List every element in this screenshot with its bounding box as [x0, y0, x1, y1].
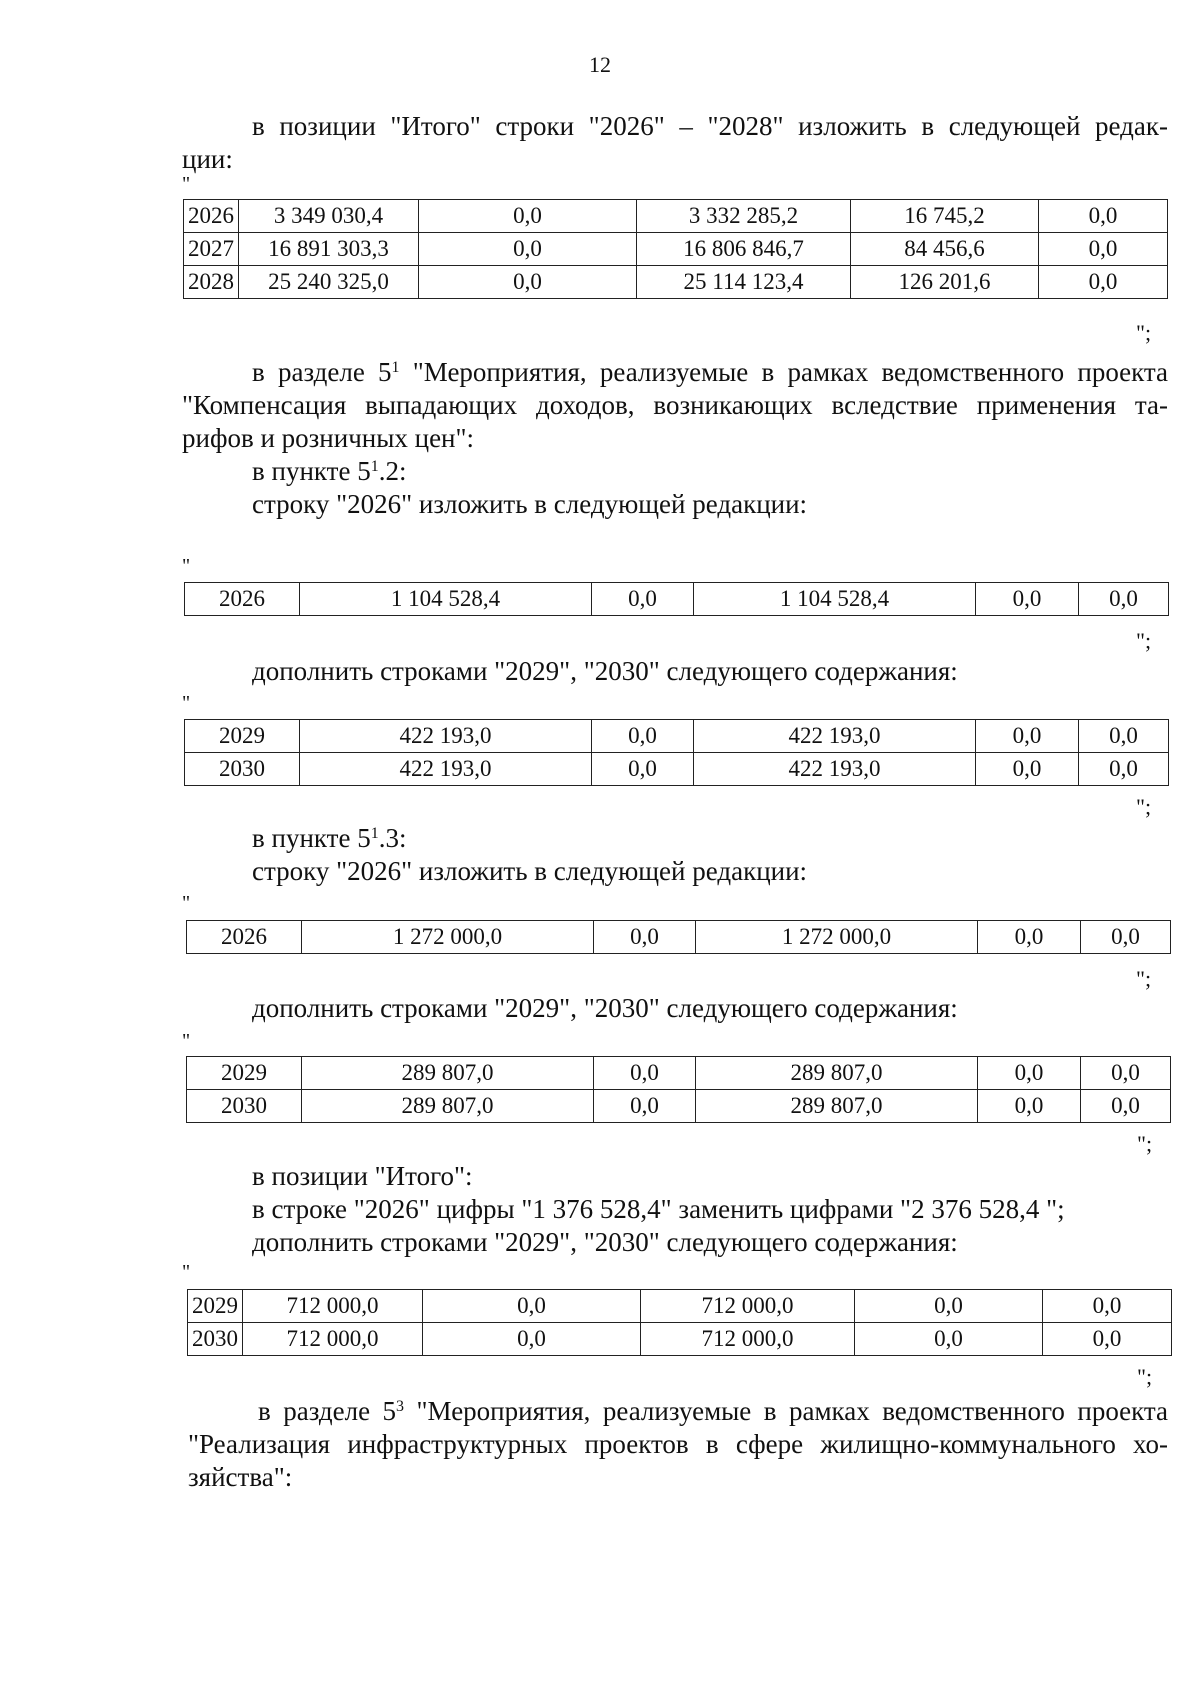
table-cell: 2030	[187, 1090, 302, 1123]
table-cell: 2027	[184, 233, 239, 266]
table-cell: 2026	[185, 583, 300, 616]
table-itogo-2026-2028	[183, 199, 1168, 299]
table-cell: 0,0	[978, 921, 1081, 954]
point-5-1-2-heading: в пункте $5^1.2$:	[252, 456, 407, 486]
table-cell: 1 104 528,4	[694, 583, 976, 616]
itogo-line-2: в строке "2026" цифры "1 376 528,4" заменить цифрами "2 376 528,4 ";	[252, 1194, 1065, 1224]
table-cell: 2030	[185, 753, 300, 786]
table-cell: 0,0	[855, 1290, 1043, 1323]
table-cell: 0,0	[1039, 200, 1168, 233]
table-row	[184, 200, 1168, 233]
table-cell: 712 000,0	[243, 1323, 423, 1356]
table-cell: 0,0	[976, 583, 1079, 616]
add-rows-text: дополнить строками "2029", "2030" следующего содержания:	[252, 656, 958, 686]
table-cell: 0,0	[594, 921, 696, 954]
table-cell: 0,0	[1079, 720, 1169, 753]
table-cell: 0,0	[592, 720, 694, 753]
opening-quote: "	[182, 692, 191, 714]
table-row	[185, 720, 1169, 753]
closing-quote: ";	[1137, 1364, 1153, 1389]
section-5-3-paragraph	[188, 1395, 1168, 1494]
table-cell: 712 000,0	[243, 1290, 423, 1323]
table-5-1-2-2029-2030	[184, 719, 1169, 786]
table-cell: 1 104 528,4	[300, 583, 592, 616]
table-5-1-2-2026	[184, 582, 1169, 616]
opening-quote: "	[182, 555, 191, 577]
table-cell: 289 807,0	[302, 1057, 594, 1090]
superscript: 1	[370, 458, 379, 475]
table-cell: 422 193,0	[300, 753, 592, 786]
section-5-1-line-1: в разделе $5^1$ "Мероприятия, реализуемые в рамках ведомственного проекта	[252, 357, 1168, 387]
section-5-1-paragraph	[182, 356, 1168, 455]
table-cell: 16 745,2	[851, 200, 1039, 233]
table-cell: 84 456,6	[851, 233, 1039, 266]
table-cell: 0,0	[855, 1323, 1043, 1356]
table-cell: 0,0	[1043, 1323, 1172, 1356]
superscript: 3	[396, 1398, 405, 1415]
table-cell: 3 349 030,4	[239, 200, 419, 233]
table-cell: 16 891 303,3	[239, 233, 419, 266]
table-cell: 0,0	[423, 1290, 641, 1323]
table-cell: 2026	[184, 200, 239, 233]
table-cell: 0,0	[419, 233, 637, 266]
table-cell: 0,0	[976, 753, 1079, 786]
section-5-1-line-2: "Компенсация выпадающих доходов, возникающих вследствие применения та-	[182, 390, 1168, 420]
table-cell: 422 193,0	[300, 720, 592, 753]
opening-quote: "	[182, 1261, 191, 1283]
table-row	[184, 266, 1168, 299]
table-cell: 0,0	[594, 1057, 696, 1090]
table-cell: 0,0	[978, 1057, 1081, 1090]
table-cell: 0,0	[976, 720, 1079, 753]
point-5-1-2	[252, 455, 1152, 521]
table-row	[187, 1057, 1171, 1090]
table-cell: 0,0	[419, 200, 637, 233]
table-cell: 0,0	[419, 266, 637, 299]
table-row	[185, 583, 1169, 616]
table-row	[184, 233, 1168, 266]
table-row	[188, 1290, 1172, 1323]
table-cell: 1 272 000,0	[696, 921, 978, 954]
section-5-3-line-1: в разделе $5^3$ "Мероприятия, реализуемые в рамках ведомственного проекта	[258, 1396, 1168, 1426]
superscript: 1	[391, 359, 400, 376]
superscript: 1	[370, 825, 379, 842]
itogo-line-3: дополнить строками "2029", "2030" следующего содержания:	[252, 1227, 958, 1257]
add-rows-instruction	[252, 992, 1152, 1025]
table-cell: 2029	[188, 1290, 243, 1323]
table-cell: 0,0	[978, 1090, 1081, 1123]
table-cell: 289 807,0	[696, 1090, 978, 1123]
table-row	[185, 753, 1169, 786]
table-cell: 0,0	[592, 583, 694, 616]
table-cell: 0,0	[1081, 1057, 1171, 1090]
table-cell: 3 332 285,2	[637, 200, 851, 233]
table-cell: 25 114 123,4	[637, 266, 851, 299]
table-cell: 2028	[184, 266, 239, 299]
section-5-1-line-3: рифов и розничных цен":	[182, 423, 475, 453]
table-cell: 2029	[185, 720, 300, 753]
intro-line-1: в позиции "Итого" строки "2026" – "2028" изложить в следующей редак-	[252, 111, 1168, 141]
table-cell: 126 201,6	[851, 266, 1039, 299]
opening-quote: "	[182, 892, 191, 914]
table-cell: 16 806 846,7	[637, 233, 851, 266]
table-cell: 422 193,0	[694, 753, 976, 786]
table-row	[187, 1090, 1171, 1123]
table-cell: 289 807,0	[302, 1090, 594, 1123]
table-cell: 0,0	[1043, 1290, 1172, 1323]
table-cell: 2030	[188, 1323, 243, 1356]
add-rows-text: дополнить строками "2029", "2030" следующего содержания:	[252, 993, 958, 1023]
intro-paragraph	[182, 110, 1168, 176]
table-cell: 2026	[187, 921, 302, 954]
table-5-1-3-2029-2030	[186, 1056, 1171, 1123]
table-itogo-2029-2030	[187, 1289, 1172, 1356]
section-5-3-line-2: "Реализация инфраструктурных проектов в сфере жилищно-коммунального хо-	[188, 1429, 1168, 1459]
closing-quote: ";	[1137, 1131, 1153, 1156]
point-5-1-3-instruction: строку "2026" изложить в следующей редакции:	[252, 856, 808, 886]
table-cell: 712 000,0	[641, 1290, 855, 1323]
table-cell: 0,0	[1039, 233, 1168, 266]
table-cell: 0,0	[1081, 1090, 1171, 1123]
page-number: 12	[589, 52, 611, 77]
table-row	[188, 1323, 1172, 1356]
point-5-1-3-heading: в пункте $5^1.3$:	[252, 823, 407, 853]
itogo-line-1: в позиции "Итого":	[252, 1161, 473, 1191]
table-cell: 1 272 000,0	[302, 921, 594, 954]
point-5-1-2-instruction: строку "2026" изложить в следующей редакции:	[252, 489, 808, 519]
section-5-3-line-3: зяйства":	[188, 1462, 293, 1492]
intro-line-2: ции:	[182, 144, 233, 174]
closing-quote: ";	[1136, 628, 1152, 653]
add-rows-instruction	[252, 655, 1152, 688]
table-cell: 289 807,0	[696, 1057, 978, 1090]
point-5-1-3	[252, 822, 1152, 888]
table-cell: 25 240 325,0	[239, 266, 419, 299]
table-cell: 712 000,0	[641, 1323, 855, 1356]
table-cell: 0,0	[1079, 753, 1169, 786]
table-cell: 0,0	[1039, 266, 1168, 299]
opening-quote: "	[182, 173, 191, 195]
table-cell: 0,0	[594, 1090, 696, 1123]
table-row	[187, 921, 1171, 954]
table-cell: 0,0	[1079, 583, 1169, 616]
table-cell: 0,0	[1081, 921, 1171, 954]
table-cell: 422 193,0	[694, 720, 976, 753]
table-5-1-3-2026	[186, 920, 1171, 954]
opening-quote: "	[182, 1030, 191, 1052]
table-cell: 2029	[187, 1057, 302, 1090]
table-cell: 0,0	[592, 753, 694, 786]
closing-quote: ";	[1136, 794, 1152, 819]
itogo-paragraph	[252, 1160, 1152, 1259]
closing-quote: ";	[1136, 320, 1152, 345]
closing-quote: ";	[1136, 966, 1152, 991]
table-cell: 0,0	[423, 1323, 641, 1356]
